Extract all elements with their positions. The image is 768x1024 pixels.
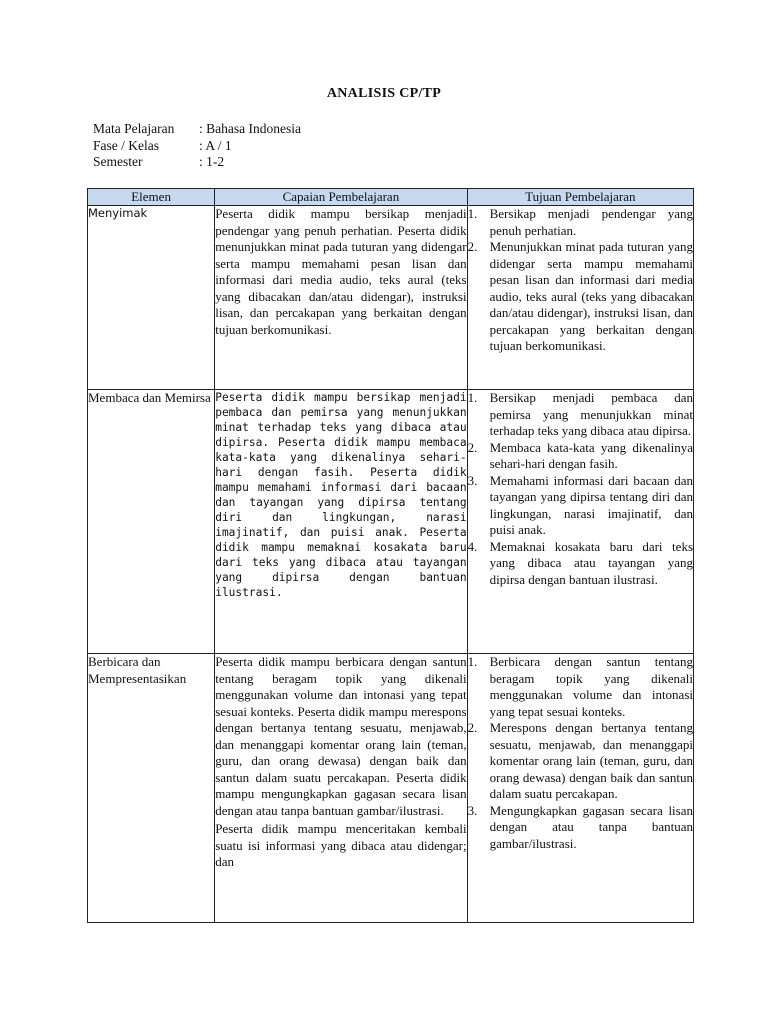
item-number: 3. bbox=[467, 802, 478, 818]
capaian-cell bbox=[215, 206, 467, 390]
item-text: Merespons dengan bertanya tentang sesuatu, menjawab, dan menanggapi komentar orang lain (teman, guru, dan orang dewasa) dengan baik dan santun dalam suatu percakapan. bbox=[489, 720, 693, 801]
list-item bbox=[468, 390, 693, 440]
capaian-paragraph: Peserta didik mampu bersikap menjadi pendengar yang penuh perhatian. Peserta didik menunjukkan minat pada tuturan yang didengar serta mampu memahami pesan lisan dan informasi dari media audio, teks aural (teks yang dibacakan dan/atau didengar), instruksi lisan, dan percakapan yang berkaitan dengan tujuan berkomunikasi. bbox=[215, 206, 467, 337]
header-capaian: Capaian Pembelajaran bbox=[215, 189, 467, 206]
document-title: ANALISIS CP/TP bbox=[326, 86, 442, 101]
list-item bbox=[468, 803, 693, 853]
header-elemen: Elemen bbox=[88, 189, 215, 206]
list-item bbox=[468, 473, 693, 539]
table-header-row bbox=[88, 189, 694, 206]
item-text: Membaca kata-kata yang dikenalinya sehari-hari dengan fasih. bbox=[489, 439, 693, 471]
item-text: Bersikap menjadi pembaca dan pemirsa yang menunjukkan minat terhadap teks yang dibaca atau dipirsa. bbox=[489, 390, 693, 438]
item-number: 4. bbox=[467, 538, 478, 554]
list-item bbox=[468, 239, 693, 355]
header-tujuan: Tujuan Pembelajaran bbox=[467, 189, 693, 206]
table-row bbox=[88, 654, 694, 923]
tujuan-cell bbox=[467, 654, 693, 923]
table-row bbox=[88, 206, 694, 390]
item-number: 2. bbox=[467, 439, 478, 455]
tujuan-list bbox=[468, 390, 693, 588]
list-item bbox=[468, 654, 693, 720]
tujuan-cell bbox=[467, 206, 693, 390]
list-item bbox=[468, 440, 693, 473]
item-text: Menunjukkan minat pada tuturan yang didengar serta mampu memahami pesan lisan dan informasi dari media audio, teks aural (teks yang dibacakan dan/atau didengar), instruksi lisan, dan percakapan yang berkaitan dengan tujuan berkomunikasi. bbox=[489, 239, 693, 353]
list-item bbox=[468, 539, 693, 589]
document-meta bbox=[93, 121, 301, 171]
elemen-cell: Menyimak bbox=[88, 206, 215, 390]
meta-label: Fase / Kelas bbox=[93, 137, 159, 153]
meta-row-semester bbox=[93, 154, 301, 171]
item-number: 2. bbox=[467, 720, 478, 735]
item-text: Berbicara dengan santun tentang beragam topik yang dikenali menggunakan volume dan intonasi yang tepat sesuai konteks. bbox=[489, 654, 693, 719]
meta-label: Mata Pelajaran bbox=[93, 121, 175, 136]
item-number: 2. bbox=[467, 239, 478, 254]
tujuan-list bbox=[468, 206, 693, 355]
item-text: Mengungkapkan gagasan secara lisan dengan atau tanpa bantuan gambar/ilustrasi. bbox=[489, 802, 693, 851]
item-text: Memahami informasi dari bacaan dan tayangan yang dipirsa tentang diri dan lingkungan, narasi imajinatif, dan puisi anak. bbox=[489, 472, 693, 537]
capaian-paragraph: Peserta didik mampu bersikap menjadi pembaca dan pemirsa yang menunjukkan minat terhadap teks yang dibaca atau dipirsa. Peserta didik mampu membaca kata-kata yang dikenalinya sehari-hari dengan fasih. Peserta didik mampu memahami informasi dari bacaan dan tayangan yang dipirsa tentang diri dan lingkungan, narasi imajinatif, dan puisi anak. Peserta didik mampu memaknai kosakata baru dari teks yang dibaca atau tayangan yang dipirsa dengan bantuan ilustrasi. bbox=[215, 391, 467, 599]
list-item bbox=[468, 206, 693, 239]
capaian-cell bbox=[215, 390, 467, 654]
list-item bbox=[468, 720, 693, 803]
meta-label: Semester bbox=[93, 154, 143, 169]
item-text: Bersikap menjadi pendengar yang penuh perhatian. bbox=[489, 206, 693, 238]
item-number: 3. bbox=[467, 472, 478, 488]
cp-tp-table bbox=[87, 188, 694, 923]
capaian-cell bbox=[215, 654, 467, 923]
item-number: 1. bbox=[467, 654, 478, 669]
meta-value: : A / 1 bbox=[199, 137, 232, 153]
item-number: 1. bbox=[467, 390, 478, 405]
tujuan-list bbox=[468, 654, 693, 852]
meta-row-phase bbox=[93, 138, 301, 155]
capaian-paragraph: Peserta didik mampu berbicara dengan santun tentang beragam topik yang dikenali menggunakan volume dan intonasi yang tepat sesuai konteks. Peserta didik mampu merespons dengan bertanya tentang sesuatu, menjawab, dan menanggapi komentar orang lain (teman, guru, dan orang dewasa) dengan baik dan santun dalam suatu percakapan. Peserta didik mampu mengungkapkan gagasan secara lisan dengan atau tanpa bantuan gambar/ilustrasi. bbox=[215, 654, 467, 818]
item-text: Memaknai kosakata baru dari teks yang dibaca atau tayangan yang dipirsa dengan bantuan ilustrasi. bbox=[489, 538, 693, 587]
meta-value: : 1-2 bbox=[199, 154, 225, 169]
elemen-cell: Membaca dan Memirsa bbox=[88, 390, 215, 654]
meta-row-subject bbox=[93, 121, 301, 138]
elemen-cell: Berbicara dan Mempresentasikan bbox=[88, 654, 215, 923]
table-row bbox=[88, 390, 694, 654]
capaian-paragraph: Peserta didik mampu menceritakan kembali suatu isi informasi yang dibaca atau didengar; dan bbox=[215, 821, 467, 869]
meta-value: : Bahasa Indonesia bbox=[199, 121, 301, 136]
item-number: 1. bbox=[467, 206, 478, 221]
tujuan-cell bbox=[467, 390, 693, 654]
